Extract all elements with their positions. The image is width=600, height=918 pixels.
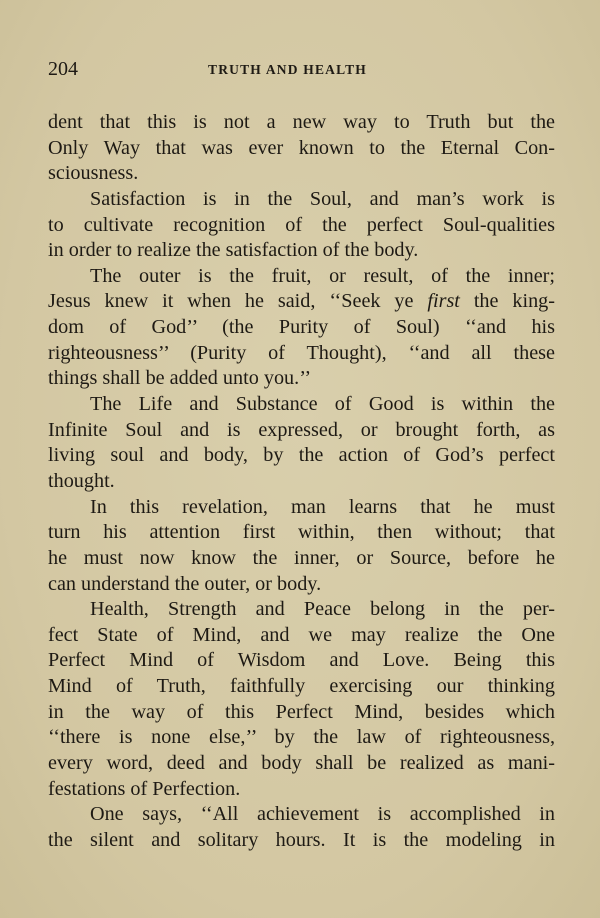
text-line [48,289,555,315]
text-line: turn his attention first within, then without; that [48,521,555,544]
text-line: Satisfaction is in the Soul, and man’s work is [90,187,555,210]
text-line: ‘‘there is none else,’’ by the law of righteousness, [48,726,555,749]
text-line: in the way of this Perfect Mind, besides which [48,700,555,723]
text-line: dent that this is not a new way to Truth but the [48,111,555,133]
text-line: to cultivate recognition of the perfect Soul-qualities [48,213,555,236]
text-line: Health, Strength and Peace belong in the per- [90,598,555,621]
paragraph [48,802,555,853]
text-line: One says, ‘‘All achievement is accomplished in [90,803,555,826]
text-line: Only Way that was ever known to the Eternal Con- [48,136,555,159]
text-line: he must now know the inner, or Source, before he [48,546,555,569]
page-header [48,58,555,82]
text-line: things shall be added unto you.’’ [48,367,312,390]
text-line: Perfect Mind of Wisdom and Love. Being this [48,649,555,672]
paragraph [48,187,555,264]
text-line: Infinite Soul and is expressed, or brought forth, as [48,418,555,441]
paragraph [48,110,555,187]
text-line: In this revelation, man learns that he must [90,495,555,518]
paragraph [48,597,555,802]
paragraph [48,264,555,392]
text-line: in order to realize the satisfaction of the body. [48,239,419,262]
italic-text: first [427,290,460,313]
paragraph [48,392,555,495]
text-line: the silent and solitary hours. It is the modeling in [48,828,555,851]
text-line: Mind of Truth, faithfully exercising our thinking [48,675,555,698]
page-body [48,110,555,854]
text-line: sciousness. [48,162,139,185]
text-segment: the king- [459,290,556,313]
text-line: living soul and body, by the action of God’s perfect [48,444,555,467]
text-line: dom of God’’ (the Purity of Soul) ‘‘and his [48,316,555,339]
page-number: 204 [48,58,78,80]
paragraph [48,495,555,598]
text-line: thought. [48,469,115,492]
text-line: festations of Perfection. [48,777,241,800]
text-line: every word, deed and body shall be realized as mani- [48,752,555,775]
text-line: The Life and Substance of Good is within the [90,393,555,416]
text-line: righteousness’’ (Purity of Thought), ‘‘and all these [48,341,555,364]
text-line: can understand the outer, or body. [48,572,322,595]
text-line: The outer is the fruit, or result, of the inner; [90,264,555,287]
text-line: fect State of Mind, and we may realize the One [48,623,555,646]
running-title: TRUTH AND HEALTH [208,62,367,77]
text-segment: Jesus knew it when he said, ‘‘Seek ye [48,290,428,313]
